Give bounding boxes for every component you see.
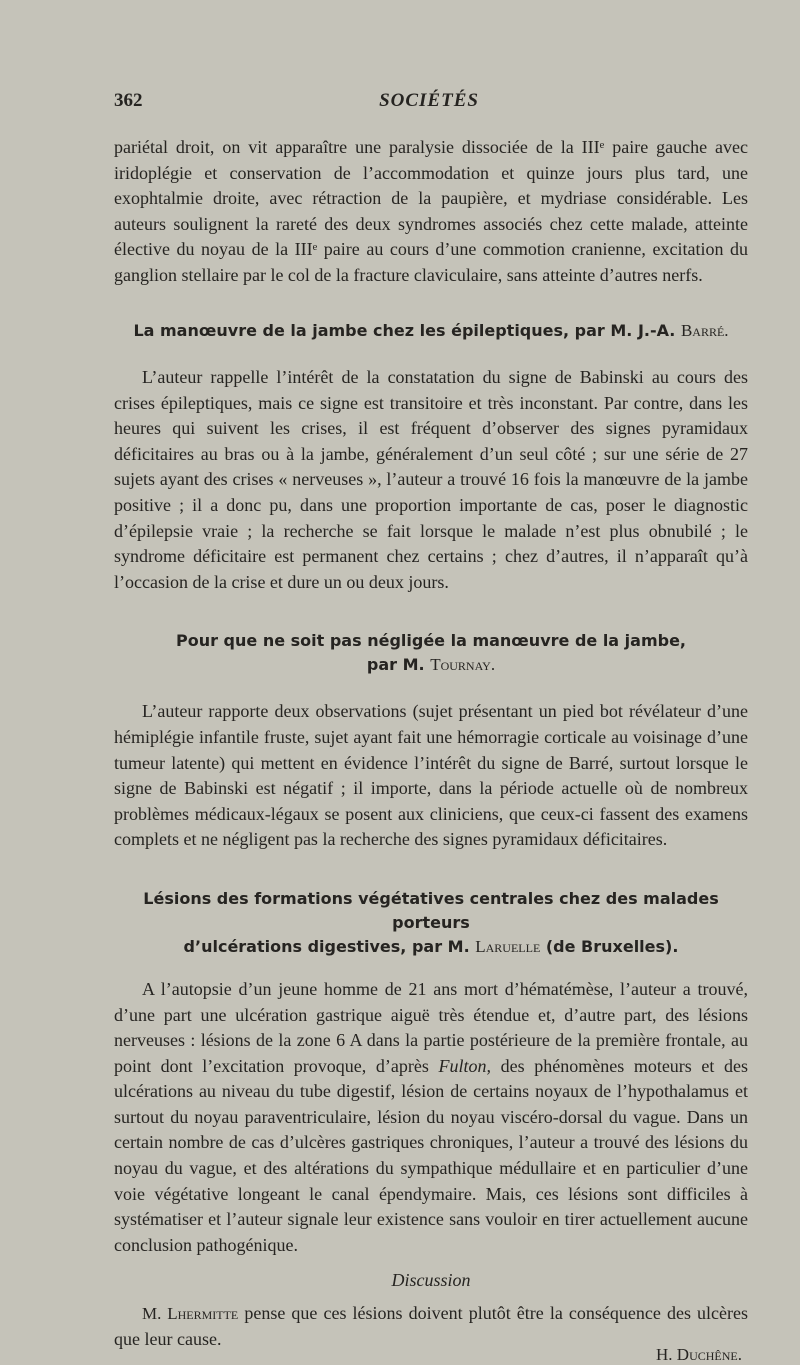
section-title: [114, 629, 748, 677]
discussion-speaker: M. Lhermitte: [142, 1304, 239, 1324]
signature: H. Duchêne.: [656, 1344, 742, 1364]
section-title: [114, 319, 748, 343]
intro-paragraph: pariétal droit, on vit apparaître une paralysie dissociée de la IIIᵉ paire gauche avec iridoplégie et conservation de l’accommodation et quinze jours plus tard, une exophtalmie droite, avec rétraction de la paupière, et mydriase considérable. Les auteurs soulignent la rareté des deux syndromes associés chez cette malade, atteinte élective du noyau de la IIIᵉ paire au cours d’une commotion cranienne, excitation du ganglion stellaire par le col de la fracture claviculaire, sans atteinte d’autres nerfs.: [114, 137, 748, 285]
section-title-line2: par M.: [366, 655, 425, 675]
section-title-line2: d’ulcérations digestives, par M.: [183, 936, 470, 956]
section-body: [114, 977, 748, 1259]
discussion-text: pense que ces lésions doivent plutôt être la conséquence des ulcères que leur cause.: [114, 1303, 749, 1350]
section-body: L’auteur rapporte deux observations (sujet présentant un pied bot révélateur d’une hémiplégie infantile fruste, sujet ayant fait une hémorragie corticale au voisinage d’une tumeur latente) qui mettent en évidence l’intérêt du signe de Barré, surtout lorsque le signe de Babinski est négatif ; il importe, dans la période actuelle où de nombreux problèmes médicaux-légaux se posent aux cliniciens, que ceux-ci fassent des examens complets et ne négligent pas la recherche des signes pyramidaux déficitaires.: [114, 701, 748, 850]
section-manoeuvre-jambe: [114, 629, 748, 853]
body-italic-name: Fulton,: [438, 1055, 491, 1076]
section-author: Tournay.: [430, 655, 496, 675]
section-title-text: Pour que ne soit pas négligée la manœuvre de la jambe,: [175, 631, 686, 651]
page-header: [114, 90, 744, 118]
body-text-pre: A l’autopsie d’un jeune homme de 21 ans mort d’hématémèse, l’auteur a trouvé, d’une part une ulcération gastrique aiguë très étendue et, d’autre part, des lésions nerveuses : lésions de la zone 6 A dans la partie postérieure de la première frontale, au point dont l’excitation provoque, d’après: [114, 978, 748, 1076]
section-body: L’auteur rappelle l’intérêt de la constatation du signe de Babinski au cours des crises épileptiques, mais ce signe est transitoire et très inconstant. Par contre, dans les heures qui suivent les crises, il est fréquent d’observer des signes pyramidaux déficitaires au bras ou à la jambe, généralement d’un seul côté ; sur une série de 27 sujets ayant des crises « nerveuses », l’auteur a trouvé 16 fois la manœuvre de la jambe positive ; il a donc pu, dans une proportion importante de cas, poser le diagnostic d’épilepsie vraie ; la recherche se fait lorsque le malade n’est plus obnubilé ; le syndrome déficitaire est permanent chez certains ; chez d’autres, il n’apparaît qu’à l’occasion de la crise et dure un ou deux jours.: [114, 367, 748, 592]
section-author: Barré.: [680, 321, 729, 340]
page-number: 362: [114, 90, 143, 111]
discussion-title: Discussion: [391, 1270, 471, 1291]
running-head: SOCIÉTÉS: [379, 90, 479, 111]
section-title-text: La manœuvre de la jambe chez les épileptiques, par M. J.-A.: [133, 321, 676, 340]
article-content: [114, 135, 748, 1365]
section-title: [114, 887, 748, 959]
section-title-text: Lésions des formations végétatives centrales chez des malades porteurs: [143, 888, 719, 932]
section-title-after: (de Bruxelles).: [545, 936, 679, 956]
section-author: Laruelle: [475, 936, 541, 956]
body-text-post: des phénomènes moteurs et des ulcérations au niveau du tube digestif, lésion de certains noyaux de l’hypothalamus et surtout du noyau paraventriculaire, lésion du noyau viscéro-dorsal du vague. Dans un certain nombre de cas d’ulcères gastriques chroniques, l’auteur a trouvé des lésions du noyau du vague, et des altérations du sympathique médullaire et en particulier d’une voie végétative longeant le canal épendymaire. Mais, ces lésions sont difficiles à systématiser et l’auteur signale leur existence sans vouloir en tirer actuellement aucune conclusion pathogénique.: [114, 1055, 749, 1255]
section-lesions-vegetatives: [114, 887, 748, 1365]
section-jambe-epileptiques: [114, 319, 748, 595]
